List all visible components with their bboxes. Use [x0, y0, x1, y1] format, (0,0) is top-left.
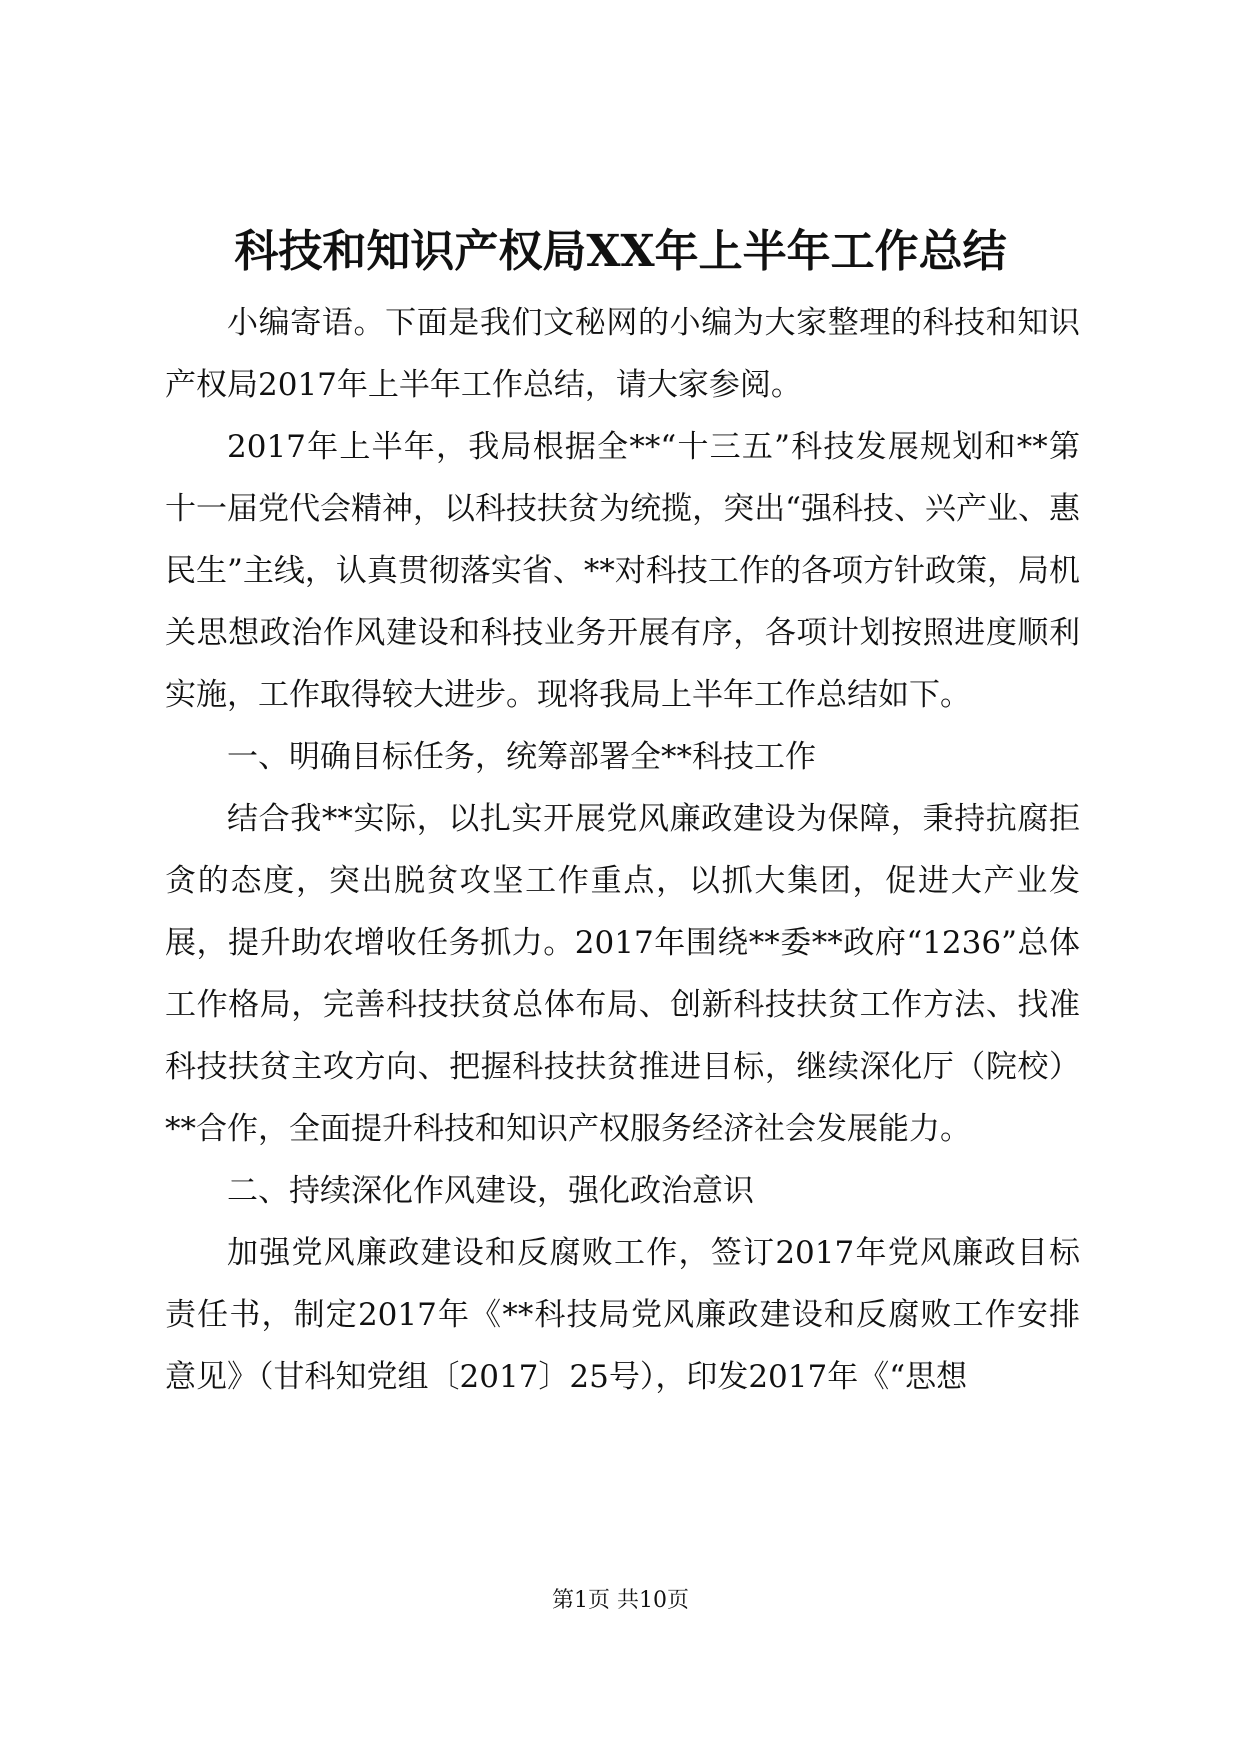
paragraph-section-2: 加强党风廉政建设和反腐败工作，签订2017年党风廉政目标责任书，制定2017年《**科技局党风廉政建设和反腐败工作安排意见》（甘科知党组〔2017〕25号），印发2017年《“思想	[165, 1235, 1080, 1395]
paragraph-intro: 小编寄语。下面是我们文秘网的小编为大家整理的科技和知识产权局2017年上半年工作总结，请大家参阅。	[165, 305, 1080, 403]
page-footer: 第1页 共10页	[552, 1588, 689, 1613]
document-title: 科技和知识产权局XX年上半年工作总结	[234, 226, 1007, 277]
section-heading-1: 一、明确目标任务，统筹部署全**科技工作	[227, 739, 816, 775]
paragraph-overview: 2017年上半年，我局根据全**“十三五”科技发展规划和**第十一届党代会精神，以科技扶贫为统揽，突出“强科技、兴产业、惠民生”主线，认真贯彻落实省、**对科技工作的各项方针政策，局机关思想政治作风建设和科技业务开展有序，各项计划按照进度顺利实施，工作取得较大进步。现将我局上半年工作总结如下。	[165, 429, 1080, 713]
section-heading-2: 二、持续深化作风建设，强化政治意识	[227, 1173, 754, 1209]
document-body	[165, 292, 1080, 1408]
paragraph-section-1: 结合我**实际，以扎实开展党风廉政建设为保障，秉持抗腐拒贪的态度，突出脱贫攻坚工作重点，以抓大集团，促进大产业发展，提升助农增收任务抓力。2017年围绕**委**政府“1236”总体工作格局，完善科技扶贫总体布局、创新科技扶贫工作方法、找准科技扶贫主攻方向、把握科技扶贫推进目标，继续深化厅（院校）**合作，全面提升科技和知识产权服务经济社会发展能力。	[165, 801, 1080, 1147]
